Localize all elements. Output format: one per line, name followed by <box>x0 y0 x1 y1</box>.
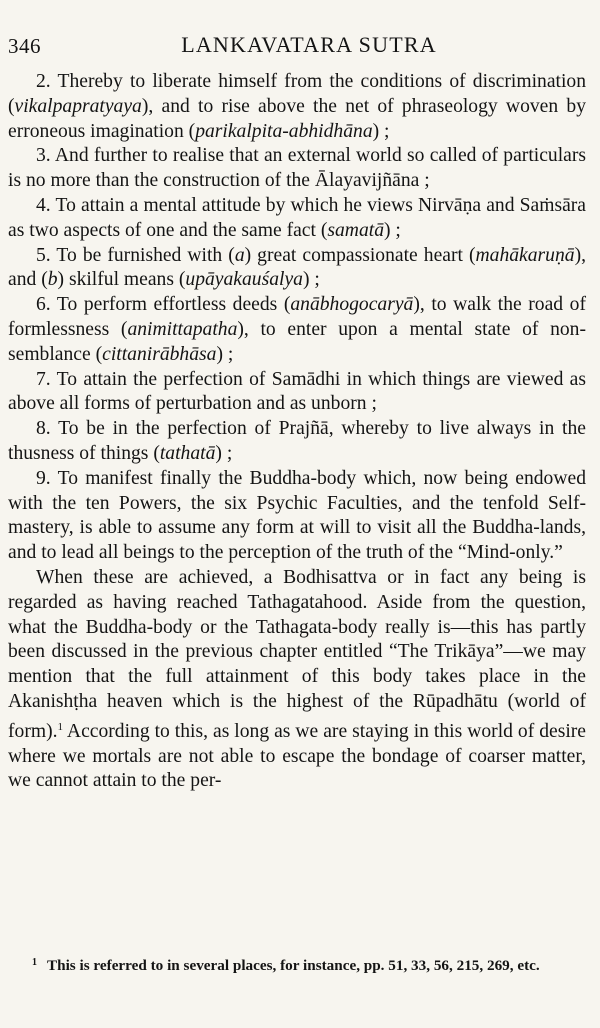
italic-term: mahākaruṇā <box>475 244 575 266</box>
footnote-marker: 1 <box>32 957 37 968</box>
text-run: ) ; <box>302 269 320 291</box>
body-text <box>8 70 586 794</box>
text-run: 7. To attain the perfection of Samādhi in which things are viewed as above all forms of perturbation and as unborn ; <box>8 368 586 415</box>
text-run: 4. To attain a mental attitude by which he views Nirvāṇa and Saṁsāra as two aspects of one and the same fact ( <box>8 194 586 241</box>
text-run: 5. To be furnished with ( <box>36 244 235 266</box>
text-run: ) ; <box>215 442 233 464</box>
italic-term: animittapatha <box>127 318 238 340</box>
italic-term: tathatā <box>159 442 216 464</box>
italic-term: cittanirābhāsa <box>102 343 217 365</box>
paragraph <box>8 144 586 194</box>
text-run: ), and ( <box>8 244 586 291</box>
italic-term: parikalpita-abhidhāna <box>195 120 373 142</box>
paragraph <box>8 70 586 144</box>
paragraph <box>8 467 586 566</box>
text-run: ) skilful means ( <box>57 269 186 291</box>
text-run: 3. And further to realise that an external world so called of particulars is no more than the construction of the Ālayavijñāna ; <box>8 145 586 192</box>
paragraph <box>8 244 586 294</box>
italic-term: vikalpapratyaya <box>14 95 142 117</box>
text-run: ) great compassionate heart ( <box>244 244 476 266</box>
paragraph <box>8 194 586 244</box>
text-run: ), to walk the road of formlessness ( <box>8 294 586 340</box>
paragraph <box>8 368 586 418</box>
italic-term: anābhogocaryā <box>290 294 414 316</box>
text-run: 2. Thereby to liberate himself from the conditions of discrimination ( <box>8 71 586 117</box>
running-title: LANKAVATARA SUTRA <box>181 32 437 57</box>
text-run: ) ; <box>372 120 390 142</box>
text-run: 8. To be in the perfection of Prajñā, whereby to live always in the thusness of things ( <box>8 418 586 464</box>
italic-term: a <box>234 244 245 266</box>
text-run: When these are achieved, a Bodhisattva or in fact any being is regarded as having reached Tathagatahood. Aside from the question, what the Buddha-body or the Tathagata-body really is—this has partly been discussed in the previous chapter entitled “The Trikāya”—we may mention that the full attainment of this body takes place in the Akanishṭha heaven which is the highest of the Rūpadhātu (world of form). <box>8 566 586 742</box>
text-run: 6. To perform effortless deeds ( <box>36 294 291 316</box>
text-run: ), to enter upon a mental state of non-semblance ( <box>8 318 586 365</box>
italic-term: b <box>47 269 58 291</box>
text-run: ) ; <box>216 343 234 365</box>
paragraph <box>8 566 586 794</box>
text-run: According to this, as long as we are staying in this world of desire where we mortals are not able to escape the bondage of coarser matter, we cannot attain to the per- <box>8 720 586 792</box>
footnote <box>8 952 586 977</box>
paragraph <box>8 417 586 467</box>
italic-term: samatā <box>327 219 384 241</box>
text-run: 9. To manifest finally the Buddha-body which, now being endowed with the ten Powers, the six Psychic Faculties, and the tenfold Self-mastery, is able to assume any form at will to visit all the Buddha-lands, and to lead all beings to the perception of the truth of the “Mind-only.” <box>8 467 586 564</box>
footnote-text: This is referred to in several places, for instance, pp. 51, 33, 56, 215, 269, etc. <box>47 957 540 974</box>
page-number: 346 <box>8 34 41 58</box>
paragraph <box>8 293 586 367</box>
footnote-reference: 1 <box>57 720 64 733</box>
text-run: ) ; <box>384 219 401 241</box>
italic-term: upāyakauśalya <box>185 269 303 291</box>
page-header <box>8 30 570 66</box>
text-run: ), and to rise above the net of phraseology woven by erroneous imagination ( <box>8 95 586 142</box>
